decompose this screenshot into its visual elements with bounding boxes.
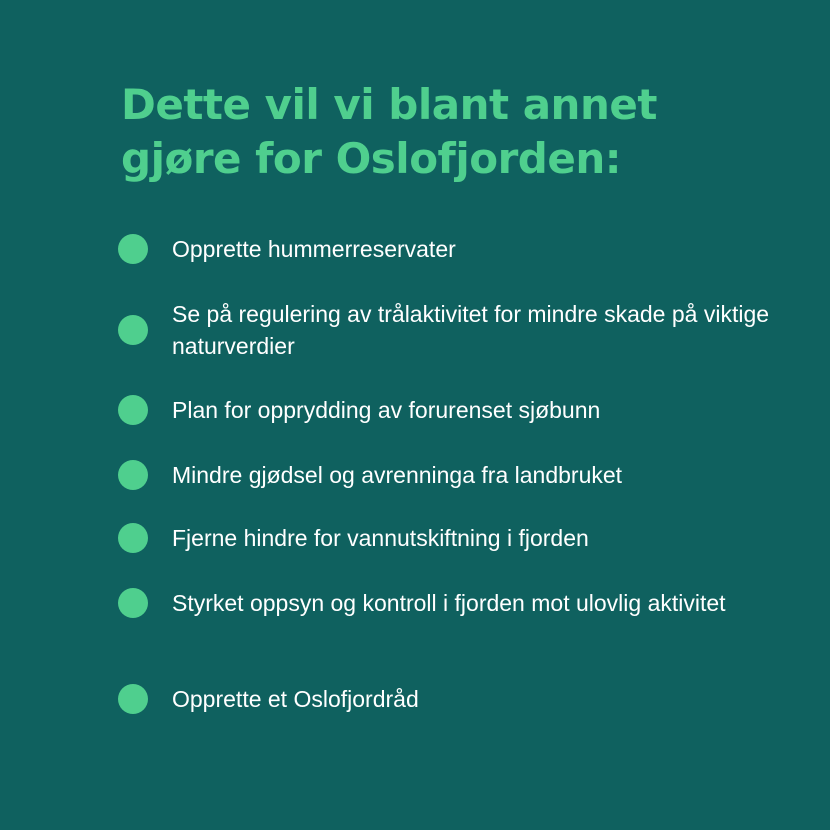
list-item: [118, 233, 798, 265]
list-item-text: Styrket oppsyn og kontroll i fjorden mot ulovlig aktivitet: [172, 590, 726, 616]
list-item: [118, 587, 798, 619]
list-item-text: Opprette et Oslofjordråd: [172, 686, 419, 712]
list-item: [118, 298, 798, 362]
bullet-dot-icon: [118, 523, 148, 553]
headline-line-2: gjøre for Oslofjorden:: [121, 134, 622, 183]
list-item-text: Se på regulering av trålaktivitet for mindre skade på viktige naturverdier: [172, 301, 770, 359]
bullet-dot-icon: [118, 684, 148, 714]
list-item-text: Plan for opprydding av forurenset sjøbunn: [172, 397, 601, 423]
list-item: [118, 394, 798, 426]
bullet-dot-icon: [118, 460, 148, 490]
bullet-dot-icon: [118, 315, 148, 345]
list-item: [118, 683, 798, 715]
list-item: [118, 459, 798, 491]
list-item-text: Mindre gjødsel og avrenninga fra landbruket: [172, 462, 623, 488]
headline-line-1: Dette vil vi blant annet: [121, 80, 657, 129]
list-item-text: Opprette hummerreservater: [172, 236, 456, 262]
list-item-text: Fjerne hindre for vannutskiftning i fjorden: [172, 525, 589, 551]
list-item: [118, 522, 798, 554]
bullet-dot-icon: [118, 588, 148, 618]
bullet-dot-icon: [118, 234, 148, 264]
bullet-dot-icon: [118, 395, 148, 425]
